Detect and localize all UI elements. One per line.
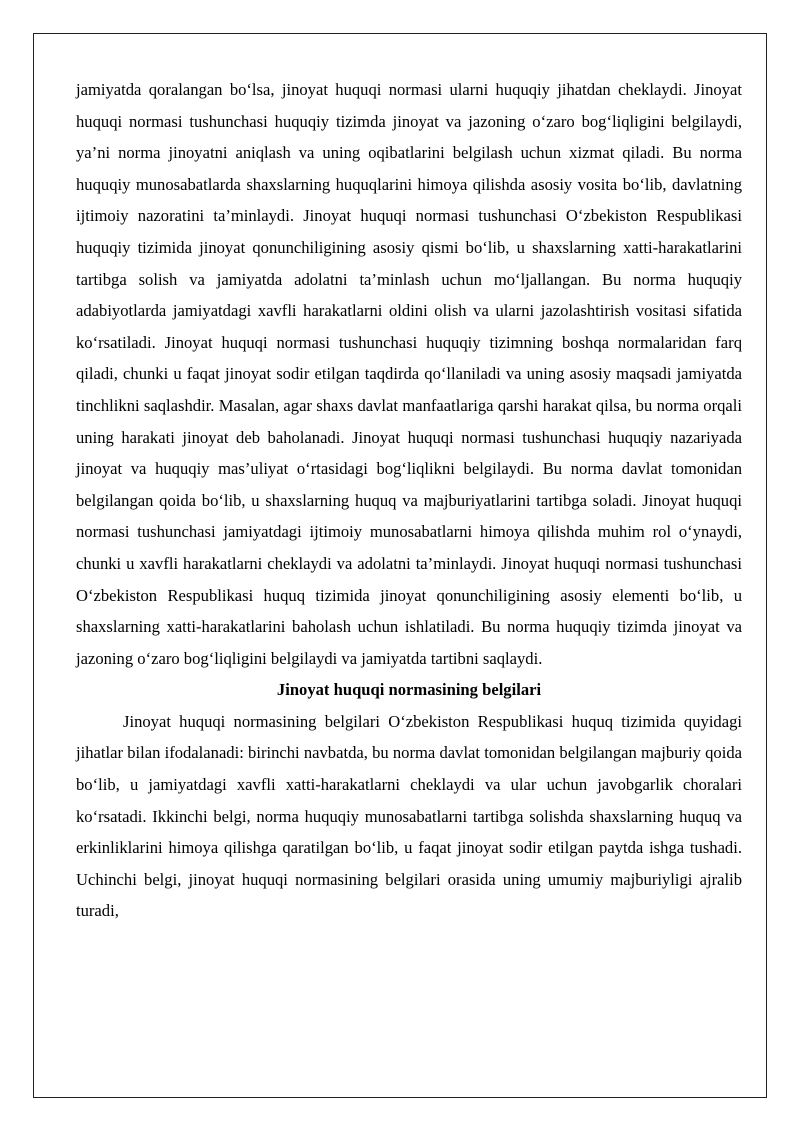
section-heading: Jinoyat huquqi normasining belgilari: [276, 680, 542, 700]
body-paragraph: jamiyatda qoralangan bo‘lsa, jinoyat huquqi normasi ularni huquqiy jihatdan cheklaydi. Jinoyat huquqi normasi tushunchasi huquqiy tizimda jinoyat va jazoning o‘zaro bog‘liqligini belgilaydi, ya’ni norma jinoyatni aniqlash va uning oqibatlarini belgilash uchun xizmat qiladi. Bu norma huquqiy munosabatlarda shaxslarning huquqlarini himoya qilishda asosiy vosita bo‘lib, davlatning ijtimoiy nazoratini ta’minlaydi. Jinoyat huquqi normasi tushunchasi O‘zbekiston Respublikasi huquqiy tizimida jinoyat qonunchiligining asosiy qismi bo‘lib, u shaxslarning xatti-harakatlarini tartibga solish va jamiyatda adolatni ta’minlash uchun mo‘ljallangan. Bu norma huquqiy adabiyotlarda jamiyatdagi xavfli harakatlarni oldini olish va ularni jazolashtirish vositasi sifatida ko‘rsatiladi. Jinoyat huquqi normasi tushunchasi huquqiy tizimning boshqa normalaridan farq qiladi, chunki u faqat jinoyat sodir etilgan taqdirda qo‘llaniladi va uning asosiy maqsadi jamiyatda tinchlikni saqlashdir. Masalan, agar shaxs davlat manfaatlariga qarshi harakat qilsa, bu norma orqali uning harakati jinoyat deb baholanadi. Jinoyat huquqi normasi tushunchasi huquqiy nazariyada jinoyat va huquqiy mas’uliyat o‘rtasidagi bog‘liqlikni belgilaydi. Bu norma davlat tomonidan belgilangan qoida bo‘lib, u shaxslarning huquq va majburiyatlarini tartibga soladi. Jinoyat huquqi normasi tushunchasi jamiyatdagi ijtimoiy munosabatlarni himoya qilishda muhim rol o‘ynaydi, chunki u xavfli harakatlarni cheklaydi va adolatni ta’minlaydi. Jinoyat huquqi normasi tushunchasi O‘zbekiston Respublikasi huquq tizimida jinoyat qonunchiligining asosiy elementi bo‘lib, u shaxslarning xatti-harakatlarini baholash uchun ishlatiladi. Bu norma huquqiy tizimda jinoyat va jazoning o‘zaro bog‘liqligini belgilaydi va jamiyatda tartibni saqlaydi.: [76, 80, 742, 668]
body-paragraph-indented: Jinoyat huquqi normasining belgilari O‘zbekiston Respublikasi huquq tizimida quyidagi jihatlar bilan ifodalanadi: birinchi navbatda, bu norma davlat tomonidan belgilangan majburiy qoida bo‘lib, u jamiyatdagi xavfli xatti-harakatlarni cheklaydi va ular uchun javobgarlik choralari ko‘rsatadi. Ikkinchi belgi, norma huquqiy munosabatlarni tartibga solishda shaxslarning huquq va erkinliklarini himoya qilishga qaratilgan bo‘lib, u faqat jinoyat sodir etilgan paytda ishga tushadi. Uchinchi belgi, jinoyat huquqi normasining belgilari orasida uning umumiy majburiyligi ajralib turadi,: [76, 711, 742, 921]
document-body: [76, 74, 742, 927]
